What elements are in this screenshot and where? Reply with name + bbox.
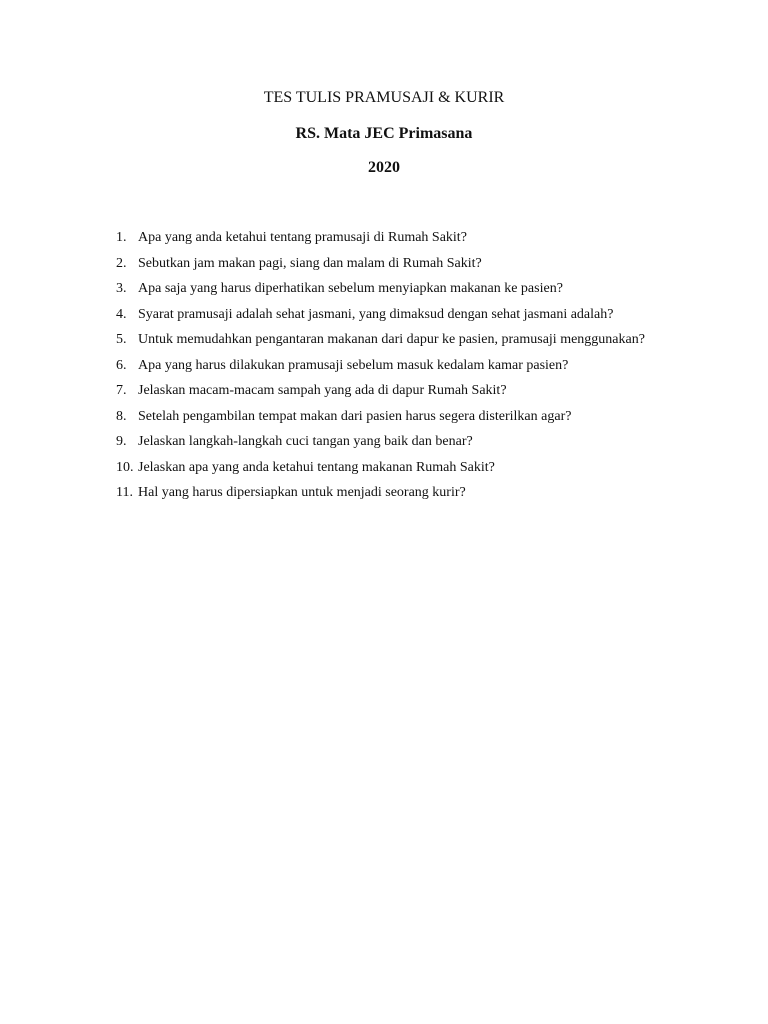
question-text: Apa yang harus dilakukan pramusaji sebelum masuk kedalam kamar pasien? (138, 357, 569, 373)
question-text: Apa saja yang harus diperhatikan sebelum menyiapkan makanan ke pasien? (138, 281, 563, 296)
question-number: 9. (116, 434, 127, 449)
question-item (116, 251, 696, 277)
question-item (116, 480, 696, 506)
question-item (116, 302, 696, 328)
question-number: 7. (116, 383, 127, 398)
question-item (116, 455, 696, 481)
question-text: Hal yang harus dipersiapkan untuk menjadi seorang kurir? (138, 485, 466, 500)
question-text: Jelaskan macam-macam sampah yang ada di dapur Rumah Sakit? (138, 383, 507, 398)
question-text: Jelaskan langkah-langkah cuci tangan yang baik dan benar? (138, 434, 473, 449)
question-text: Jelaskan apa yang anda ketahui tentang makanan Rumah Sakit? (138, 459, 495, 475)
question-item (116, 353, 696, 379)
question-item (116, 404, 696, 430)
question-item (116, 225, 696, 251)
question-text: Apa yang anda ketahui tentang pramusaji di Rumah Sakit? (138, 230, 467, 245)
question-item (116, 276, 696, 302)
document-subtitle: RS. Mata JEC Primasana (295, 125, 473, 142)
question-number: 11. (116, 485, 133, 500)
question-item (116, 429, 696, 455)
question-number: 1. (116, 230, 127, 245)
question-text: Untuk memudahkan pengantaran makanan dari dapur ke pasien, pramusaji menggunakan? (138, 332, 645, 347)
question-text: Sebutkan jam makan pagi, siang dan malam di Rumah Sakit? (138, 255, 482, 271)
question-text: Setelah pengambilan tempat makan dari pasien harus segera disterilkan agar? (138, 408, 572, 424)
question-item (116, 327, 696, 353)
question-number: 10. (116, 459, 134, 475)
question-item (116, 378, 696, 404)
document-title: TES TULIS PRAMUSAJI & KURIR (263, 89, 505, 106)
question-number: 3. (116, 281, 127, 296)
question-text: Syarat pramusaji adalah sehat jasmani, yang dimaksud dengan sehat jasmani adalah? (138, 306, 614, 322)
question-number: 4. (116, 306, 127, 322)
question-number: 2. (116, 255, 127, 271)
document-year: 2020 (368, 159, 400, 176)
question-number: 6. (116, 357, 127, 373)
question-list (116, 225, 696, 506)
question-number: 8. (116, 408, 127, 424)
question-number: 5. (116, 332, 127, 347)
